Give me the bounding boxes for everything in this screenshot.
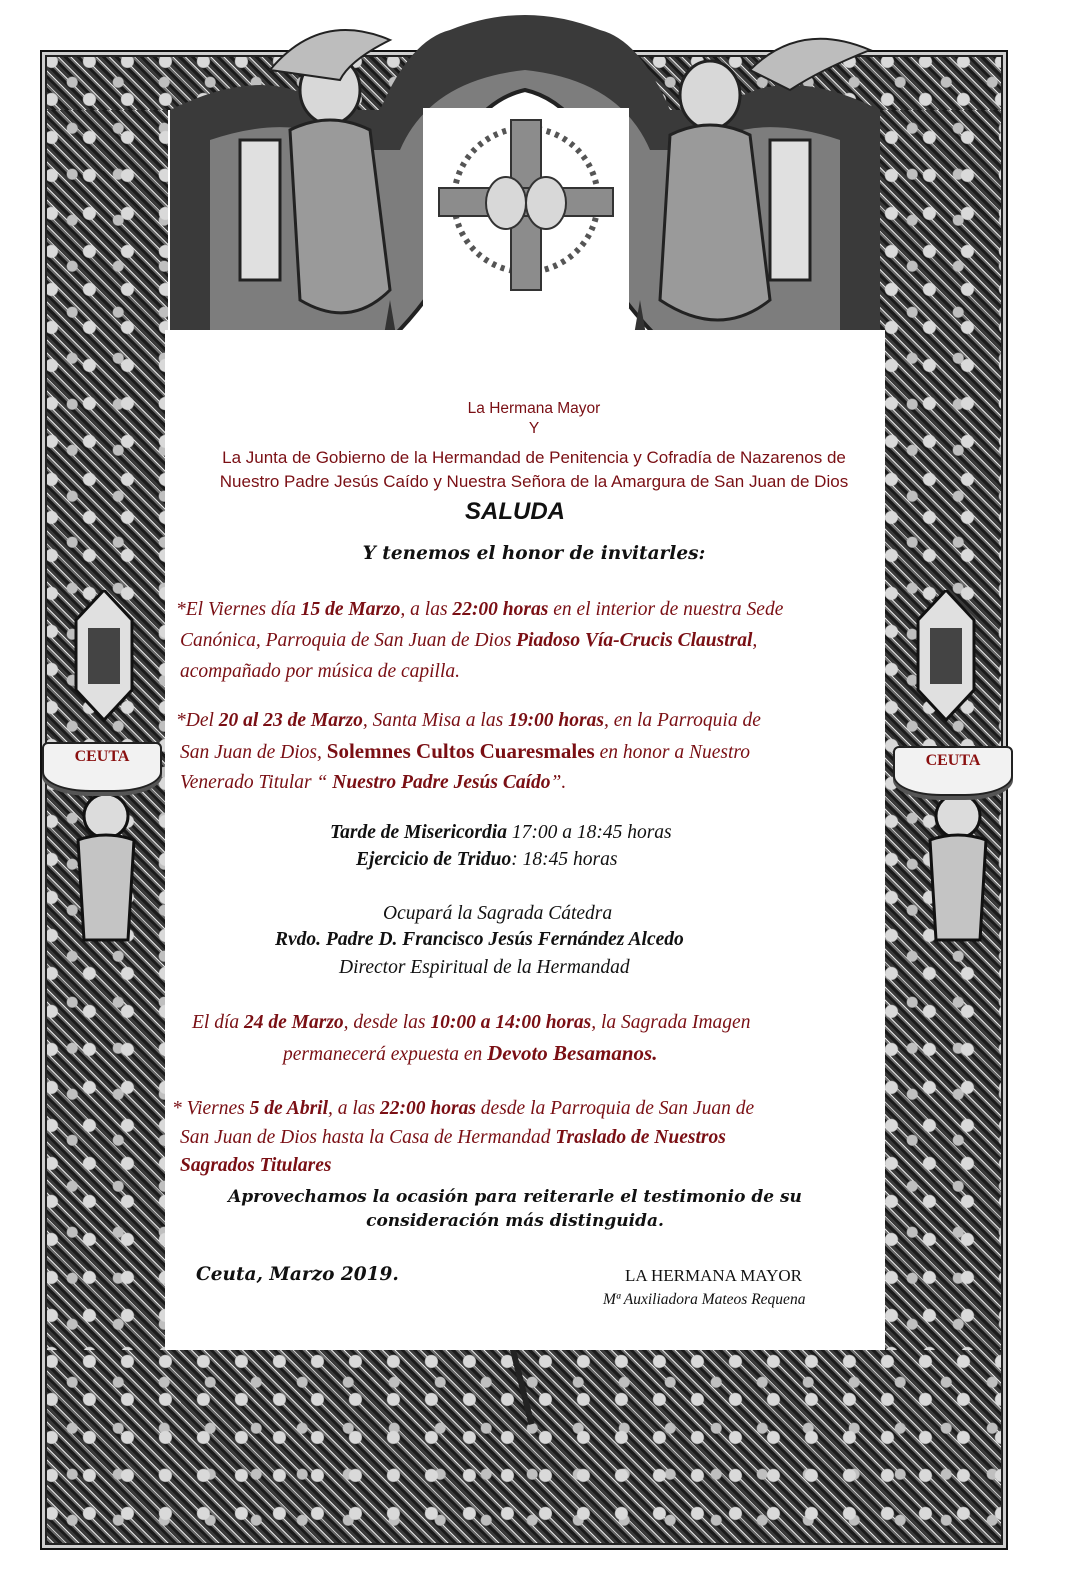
preacher-name: Rvdo. Padre D. Francisco Jesús Fernández Alcedo xyxy=(275,929,684,950)
ceuta-label-left: CEUTA xyxy=(74,748,130,765)
left-lantern-ornament xyxy=(62,590,146,730)
event1-line3: acompañado por música de capilla. xyxy=(180,661,461,682)
schedule-row-triduo: Ejercicio de Triduo: 18:45 horas xyxy=(356,849,618,870)
event3-line2: permanecerá expuesta en Devoto Besamanos. xyxy=(283,1041,658,1065)
event1-line1: *El Viernes día 15 de Marzo, a las 22:00 horas en el interior de nuestra Sede xyxy=(176,599,784,620)
right-cherub-ornament xyxy=(910,790,1006,950)
event1-line2: Canónica, Parroquia de San Juan de Dios Piadoso Vía-Crucis Claustral, xyxy=(180,630,758,651)
saluda-title: SALUDA xyxy=(465,498,565,525)
header-line-hermana-mayor: La Hermana Mayor xyxy=(467,400,601,417)
preacher-role: Director Espiritual de la Hermandad xyxy=(339,957,630,978)
event4-line2: San Juan de Dios hasta la Casa de Hermandad Traslado de Nuestros xyxy=(180,1127,726,1148)
preacher-line1: Ocupará la Sagrada Cátedra xyxy=(383,903,613,924)
signer-title: LA HERMANA MAYOR xyxy=(625,1266,802,1285)
event4-line1: * Viernes 5 de Abril, a las 22:00 horas desde la Parroquia de San Juan de xyxy=(172,1098,755,1119)
place-date: Ceuta, Marzo 2019. xyxy=(196,1264,399,1285)
brotherhood-crest-icon xyxy=(423,108,629,308)
signer-name: Mª Auxiliadora Mateos Requena xyxy=(603,1291,806,1308)
right-lantern-ornament xyxy=(904,590,988,730)
header-line-y: Y xyxy=(528,420,540,437)
header-line-junta: La Junta de Gobierno de la Hermandad de Penitencia y Cofradía de Nazarenos de xyxy=(222,448,846,467)
closing-line2: consideración más distinguida. xyxy=(366,1211,664,1231)
left-cherub-ornament xyxy=(58,790,154,950)
event2-line3: Venerado Titular “ Nuestro Padre Jesús Caído”. xyxy=(180,772,567,793)
event2-line1: *Del 20 al 23 de Marzo, Santa Misa a las 19:00 horas, en la Parroquia de xyxy=(176,710,761,731)
event4-line3: Sagrados Titulares xyxy=(180,1155,332,1176)
event2-line2: San Juan de Dios, Solemnes Cultos Cuaresmales en honor a Nuestro xyxy=(180,739,751,763)
ceuta-label-right: CEUTA xyxy=(925,752,981,769)
invite-line: Y tenemos el honor de invitarles: xyxy=(362,543,706,564)
ceuta-ribbon-right xyxy=(893,746,1013,796)
schedule-row-misericordia: Tarde de Misericordia 17:00 a 18:45 horas xyxy=(330,822,672,843)
closing-line1: Aprovechamos la ocasión para reiterarle el testimonio de su xyxy=(228,1187,802,1207)
ceuta-ribbon-left xyxy=(42,742,162,792)
header-line-hermandad: Nuestro Padre Jesús Caído y Nuestra Señora de la Amargura de San Juan de Dios xyxy=(219,472,849,491)
event3-line1: El día 24 de Marzo, desde las 10:00 a 14:00 horas, la Sagrada Imagen xyxy=(192,1012,751,1033)
